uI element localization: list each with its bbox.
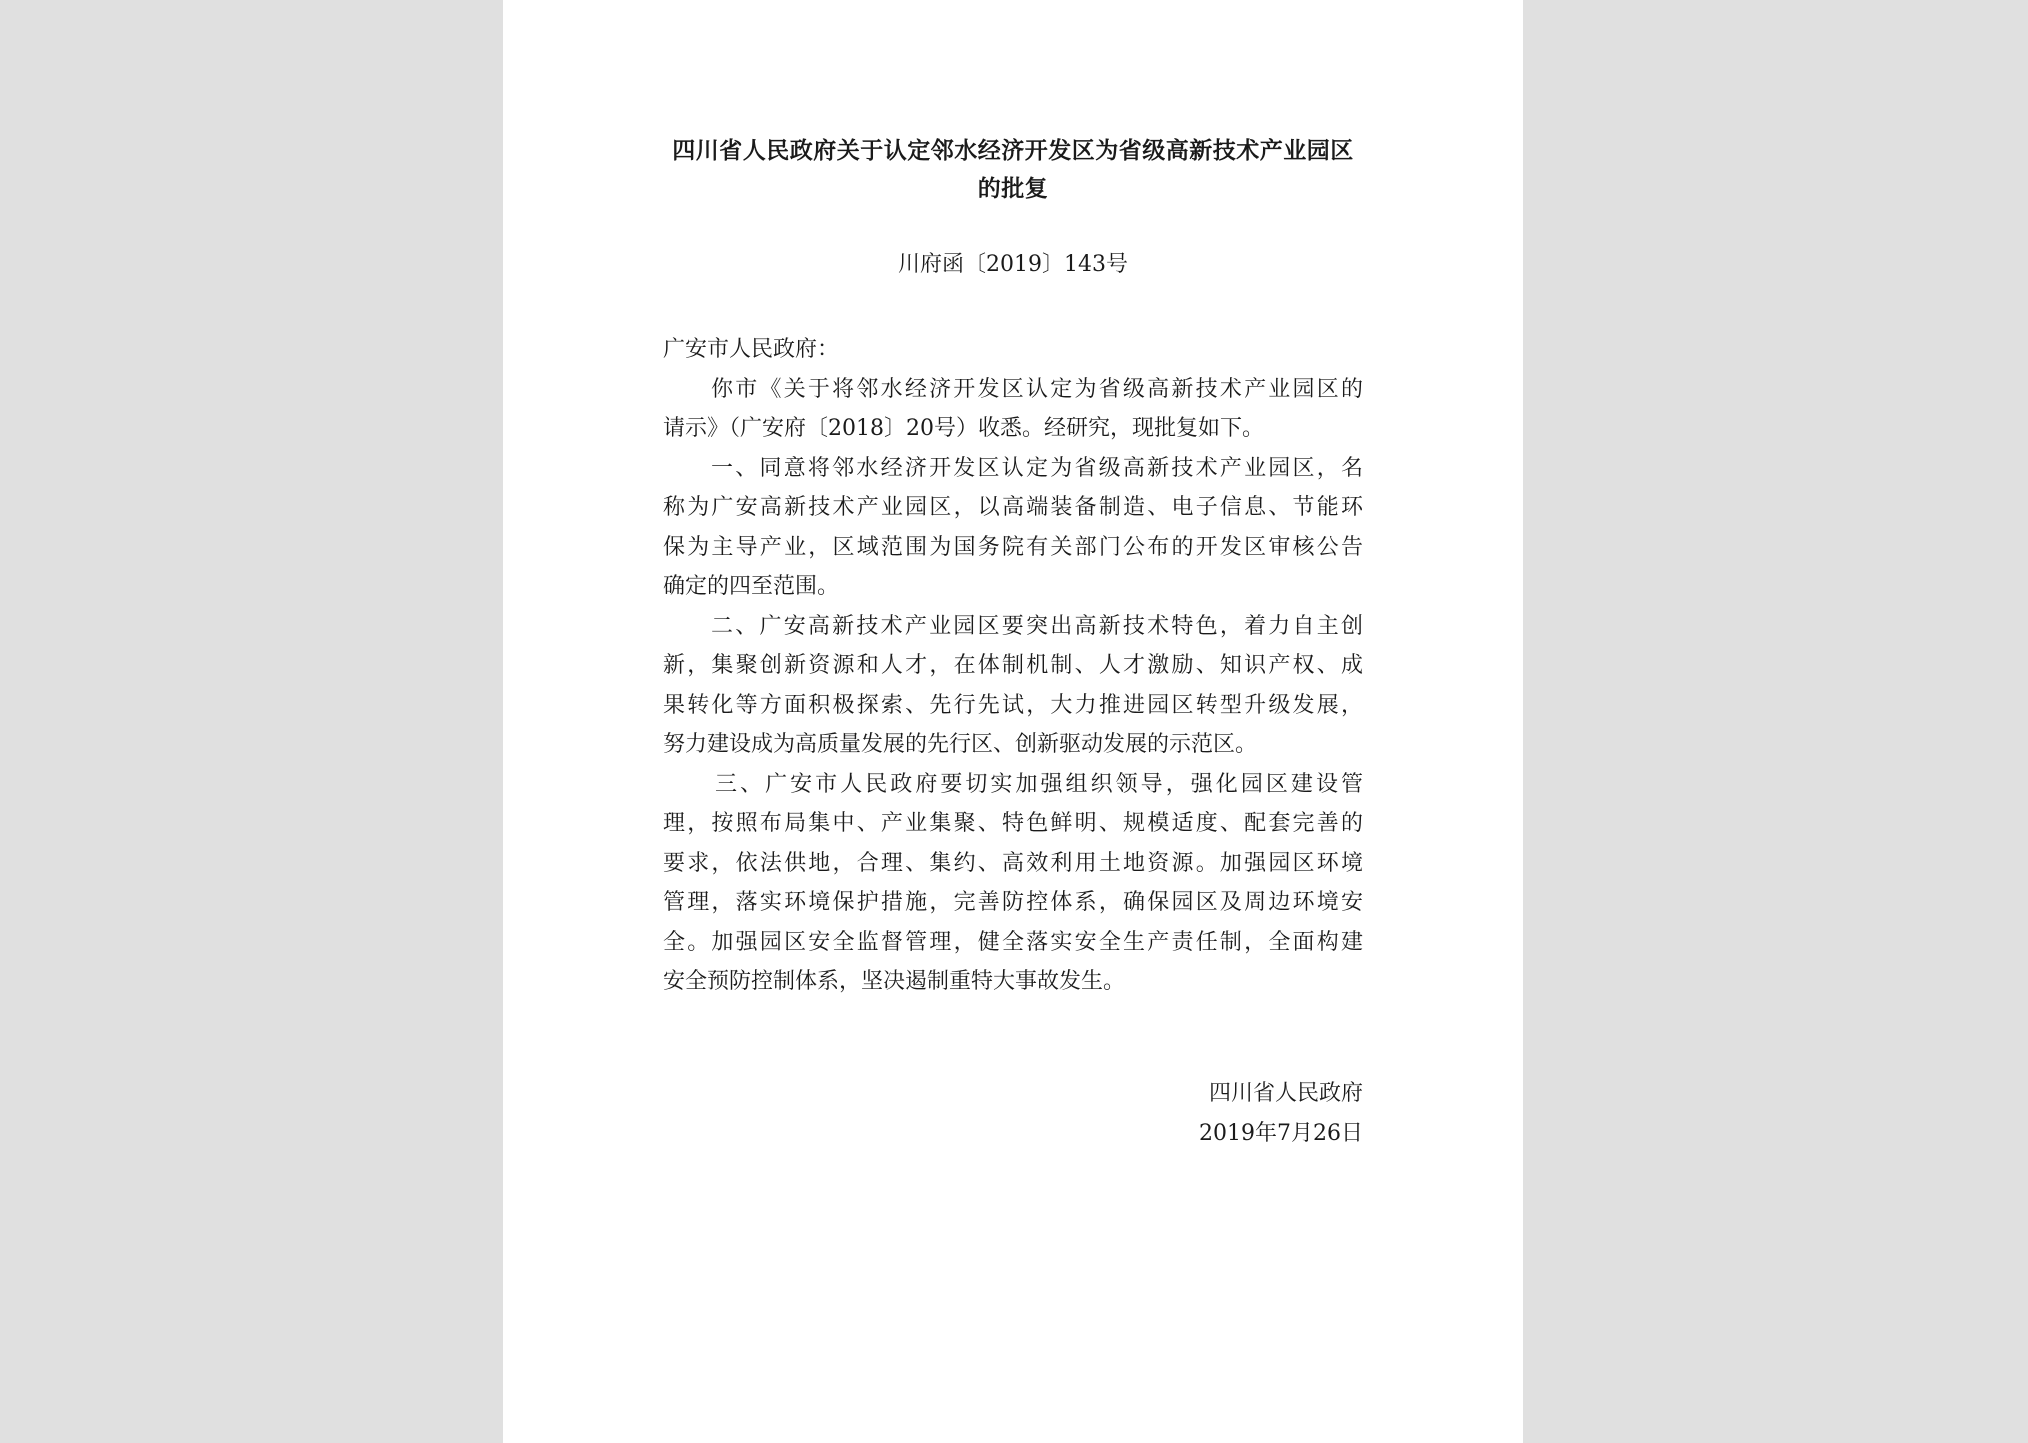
document-page (503, 0, 1523, 1443)
text-line: 一、同意将邻水经济开发区认定为省级高新技术产业园区，名 (711, 455, 1363, 481)
text-line: 果转化等方面积极探索、先行先试，大力推进园区转型升级发展， (663, 692, 1363, 718)
paragraph-item-2 (663, 607, 1363, 765)
text-line: 保为主导产业，区域范围为国务院有关部门公布的开发区审核公告 (663, 534, 1363, 560)
text-line: 管理，落实环境保护措施，完善防控体系，确保园区及周边环境安 (663, 890, 1363, 915)
signature-date: 2019年7月26日 (1199, 1121, 1363, 1146)
text-line: 新，集聚创新资源和人才，在体制机制、人才激励、知识产权、成 (663, 653, 1363, 678)
text-line: 安全预防控制体系，坚决遏制重特大事故发生。 (663, 969, 1126, 994)
text-line: 二、广安高新技术产业园区要突出高新技术特色，着力自主创 (711, 613, 1363, 639)
text-line: 你市《关于将邻水经济开发区认定为省级高新技术产业园区的 (711, 376, 1363, 402)
text-line: 三、广安市人民政府要切实加强组织领导，强化园区建设管 (715, 771, 1363, 797)
document-number: 川府函〔2019〕143号 (898, 252, 1128, 277)
text-line: 称为广安高新技术产业园区，以高端装备制造、电子信息、节能环 (663, 495, 1363, 520)
text-line: 全。加强园区安全监督管理，健全落实安全生产责任制，全面构建 (663, 929, 1363, 955)
paragraph-item-3 (663, 765, 1363, 1002)
text-line: 请示》（广安府〔2018〕20号）收悉。经研究，现批复如下。 (663, 416, 1264, 441)
signature-block (1199, 1074, 1363, 1154)
paragraph-item-1 (663, 449, 1363, 607)
text-line: 要求，依法供地，合理、集约、高效利用土地资源。加强园区环境 (663, 850, 1363, 876)
title-line: 四川省人民政府关于认定邻水经济开发区为省级高新技术产业园区 (672, 138, 1354, 164)
paragraph-intro (663, 370, 1363, 449)
text-line: 确定的四至范围。 (663, 574, 840, 599)
text-line: 努力建设成为高质量发展的先行区、创新驱动发展的示范区。 (663, 732, 1258, 757)
document-body (663, 330, 1363, 1002)
title-line: 的批复 (977, 176, 1049, 202)
text-line: 理，按照布局集中、产业集聚、特色鲜明、规模适度、配套完善的 (663, 811, 1363, 836)
document-title (663, 132, 1363, 208)
signature-organization: 四川省人民政府 (1208, 1081, 1363, 1106)
salutation: 广安市人民政府： (663, 337, 840, 362)
